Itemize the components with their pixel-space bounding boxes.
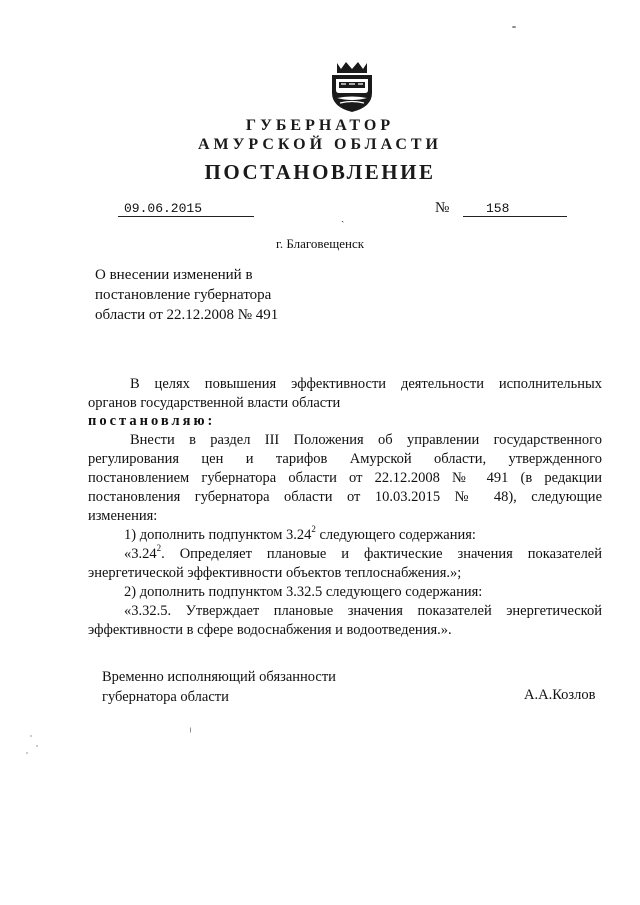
number-underline [463, 216, 567, 217]
quoted-text-1 [88, 545, 602, 564]
amendment-item-1 [88, 526, 602, 545]
body-line: постановлением губернатора области от 22.12.2008 № 491 (в редакции [88, 470, 602, 486]
resolve-word: постановляю: [88, 413, 216, 429]
subject-line: области от 22.12.2008 № 491 [95, 307, 279, 323]
body-line: регулирования цен и тарифов Амурской области, утвержденного [88, 451, 602, 467]
city-name: г. Благовещенск [275, 236, 365, 251]
scan-speck [30, 735, 32, 737]
scan-speck [512, 26, 516, 28]
document-type-title: ПОСТАНОВЛЕНИЕ [204, 160, 436, 184]
signatory-title: Временно исполняющий обязанности [102, 669, 336, 685]
body-line: В целях повышения эффективности деятельности исполнительных [130, 376, 602, 392]
body-line: постановления губернатора области от 10.03.2015 № 48), следующие [88, 489, 602, 505]
quote-text: . Определяет плановые и фактические значения показателей [161, 546, 602, 562]
document-date: 09.06.2015 [124, 201, 203, 216]
scan-speck [36, 745, 38, 747]
body-line: эффективности в сфере водоснабжения и водоотведения.». [88, 622, 452, 638]
number-sign: № [435, 200, 450, 216]
body-line: органов государственной власти области [88, 395, 341, 411]
body-line: Внести в раздел III Положения об управлении государственного [130, 432, 602, 448]
header-region: АМУРСКОЙ ОБЛАСТИ [198, 136, 442, 153]
header-governor: ГУБЕРНАТОР [245, 117, 395, 134]
scan-speck [26, 752, 28, 754]
scan-speck [190, 727, 191, 733]
quote-text: «3.24 [124, 546, 157, 562]
item-text: 1) дополнить подпунктом 3.24 [124, 527, 312, 543]
subject-line: постановление губернатора [95, 287, 272, 303]
stray-mark: ˎ [341, 212, 345, 223]
quoted-text-2: «3.32.5. Утверждает плановые значения показателей энергетической [124, 603, 602, 619]
subject-line: О внесении изменений в [95, 267, 253, 283]
document-number: 158 [486, 201, 510, 216]
superscript: 2 [311, 524, 316, 535]
body-line: изменения: [88, 508, 158, 524]
signatory-title: губернатора области [102, 689, 229, 705]
amendment-item-2: 2) дополнить подпунктом 3.32.5 следующего содержания: [124, 584, 483, 600]
date-underline [118, 216, 254, 217]
coat-of-arms-emblem [329, 59, 375, 113]
item-text: следующего содержания: [315, 527, 476, 543]
body-line: энергетической эффективности объектов теплоснабжения.»; [88, 565, 462, 581]
superscript: 2 [156, 543, 162, 554]
signatory-name: А.А.Козлов [524, 687, 596, 703]
